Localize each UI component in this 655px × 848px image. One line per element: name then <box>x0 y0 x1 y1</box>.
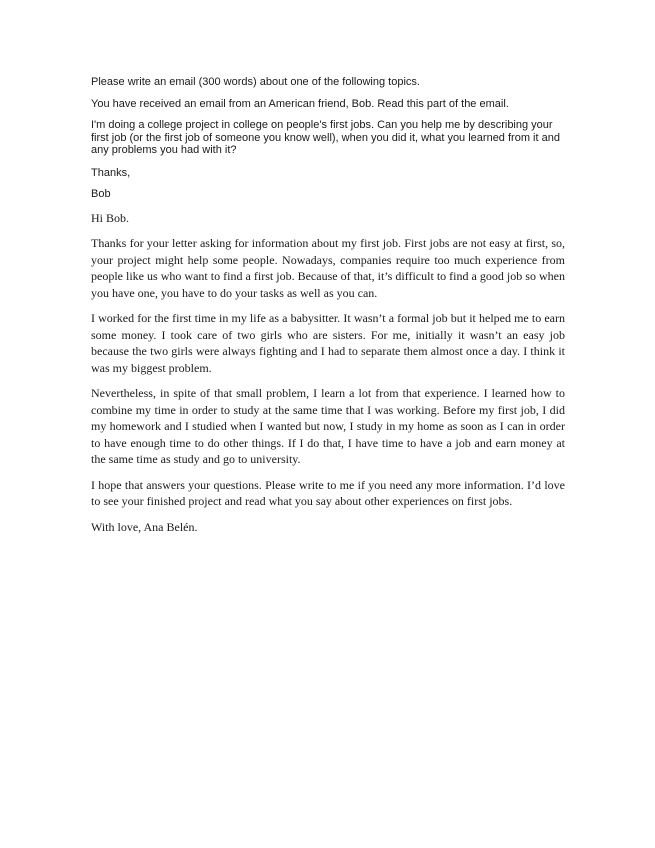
reply-paragraph-2: I worked for the first time in my life as a babysitter. It wasn’t a formal job but it helped me to earn some money. I took care of two girls who are sisters. For me, initially it wasn’t an easy job because the two girls were always fighting and I had to separate them almost once a day. I think it was my biggest problem. <box>91 311 565 375</box>
reply-paragraph-3: Nevertheless, in spite of that small problem, I learn a lot from that experience. I learned how to combine my time in order to study at the same time that I was working. Before my first job, I did my homework and I studied when I wanted but now, I study in my home as soon as I can in order to have enough time to do other things. If I do that, I have time to have a job and earn money at the same time as study and go to university. <box>91 386 565 466</box>
reply-closing: With love, Ana Belén. <box>91 519 198 534</box>
bob-email-body: I'm doing a college project in college on people's first jobs. Can you help me by describing your first job (or the first job of someone you know well), when you did it, what you learned from it and any problems you had with it? <box>91 119 560 156</box>
reply-paragraph-4: I hope that answers your questions. Please write to me if you need any more information. I’d love to see your finished project and read what you say about other experiences on first jobs. <box>91 477 565 508</box>
prompt-context: You have received an email from an American friend, Bob. Read this part of the email. <box>91 97 509 110</box>
reply-greeting: Hi Bob. <box>91 210 130 225</box>
prompt-instruction: Please write an email (300 words) about one of the following topics. <box>91 76 420 88</box>
bob-email-name: Bob <box>91 188 111 200</box>
bob-email-signoff: Thanks, <box>91 166 131 179</box>
reply-paragraph-1: Thanks for your letter asking for information about my first job. First jobs are not easy at first, so, your project might help some people. Nowadays, companies require too much experience from people like us who want to find a first job. Because of that, it’s difficult to find a good job so when you have one, you have to do your tasks as well as you can. <box>91 236 565 300</box>
document-page <box>91 76 565 544</box>
